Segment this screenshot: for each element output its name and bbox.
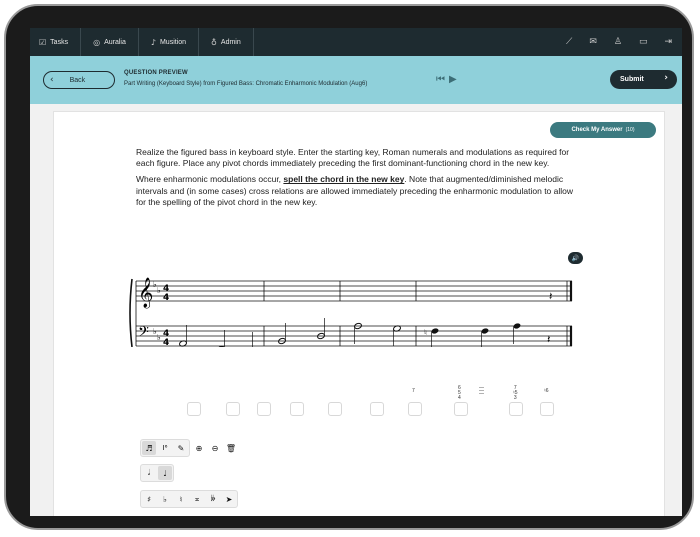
chart-icon[interactable]: ⟋	[566, 37, 573, 47]
check-answer-button[interactable]	[550, 122, 656, 138]
question-title: Part Writing (Keyboard Style) from Figured Bass: Chromatic Enharmonic Modulation (Aug6)	[124, 81, 368, 87]
mail-icon[interactable]: ✉	[589, 37, 597, 47]
nav-auralia-label: Auralia	[104, 38, 126, 46]
monitor-icon[interactable]: ▭	[638, 37, 648, 47]
figure-label: 6 5 4	[458, 385, 461, 401]
quarter-rest-icon: 𝄽	[549, 290, 553, 303]
figure-input[interactable]	[257, 402, 271, 416]
key-signature-flat: ♭	[157, 333, 161, 342]
grand-staff[interactable]	[124, 265, 574, 347]
musition-icon: ♪	[150, 37, 156, 47]
play-icon[interactable]: ▶	[449, 74, 457, 85]
quarter-rest-icon: 𝄽	[547, 333, 551, 346]
question-eyebrow: QUESTION PREVIEW	[124, 70, 188, 76]
screen	[30, 28, 682, 516]
figure-input[interactable]	[370, 402, 384, 416]
figure-input[interactable]	[328, 402, 342, 416]
tool-row-2	[140, 464, 174, 482]
check-label: Check My Answer	[571, 127, 623, 133]
time-signature-top: 4	[163, 329, 170, 339]
key-signature-flat: ♭	[153, 327, 157, 336]
back-label: Back	[69, 76, 86, 84]
figure-label: ♮6	[544, 388, 549, 394]
instructions-p2-after: . Note that augmented/diminished melodic intervals and (in some cases) cross relations are allowed immediately preceding the enharmonic modulation to allow for the spelling of the pivot chord in the new key.	[136, 174, 574, 207]
quarter-note-icon[interactable]: ♩	[158, 466, 172, 480]
speaker-icon[interactable]: 🔊	[568, 252, 583, 264]
duration-group	[140, 464, 174, 482]
tablet-frame	[4, 4, 694, 530]
nav-musition[interactable]	[139, 28, 199, 56]
tasks-icon: ☑	[39, 37, 47, 47]
half-note-icon[interactable]: 𝅗𝅥	[147, 468, 151, 477]
notes-icon[interactable]: ♬	[142, 441, 156, 455]
instructions	[136, 147, 582, 213]
figure-input[interactable]	[187, 402, 201, 416]
double-sharp-icon[interactable]: 𝄪	[195, 494, 199, 503]
figure-icon[interactable]: I⁶	[162, 444, 168, 452]
question-card	[53, 111, 665, 516]
check-count: (10)	[625, 127, 635, 133]
accidental-group	[140, 490, 238, 508]
bass-note	[513, 322, 521, 329]
eraser-icon[interactable]: ✎	[177, 443, 185, 453]
brace	[130, 279, 132, 347]
key-signature-flat: ♭	[153, 280, 157, 289]
back-button[interactable]	[43, 71, 115, 89]
chevron-left-icon: ‹	[50, 75, 54, 85]
key-signature-flat: ♭	[157, 286, 161, 295]
figure-input[interactable]	[454, 402, 468, 416]
trash-icon[interactable]: 🗑	[225, 443, 237, 453]
instructions-p2-emphasis: spell the chord in the new key	[283, 174, 405, 185]
chevron-right-icon: ›	[664, 73, 668, 83]
zoom-out-icon[interactable]: ⊖	[211, 443, 219, 453]
natural-accidental: ♮	[424, 328, 427, 337]
bass-note	[431, 327, 439, 334]
submit-button[interactable]	[610, 70, 677, 89]
skip-back-icon[interactable]: ⏮	[436, 74, 445, 85]
tool-row-1	[140, 439, 238, 457]
time-signature-bottom: 4	[163, 338, 170, 347]
nav-musition-label: Musition	[159, 38, 187, 46]
bass-note	[481, 327, 489, 334]
time-signature-bottom: 4	[163, 293, 170, 303]
pointer-icon[interactable]: ➤	[225, 494, 233, 504]
user-icon[interactable]: ♙	[613, 37, 622, 47]
nav-tasks[interactable]	[30, 28, 81, 56]
figure-label: 7	[412, 388, 415, 394]
submit-label: Submit	[620, 76, 644, 83]
sharp-icon[interactable]: ♯	[147, 494, 151, 504]
treble-clef-icon: 𝄞	[138, 278, 154, 308]
nav-admin[interactable]	[199, 28, 254, 56]
figure-label: 7 ♮5 3	[513, 385, 518, 401]
nav-tasks-label: Tasks	[50, 38, 69, 46]
natural-icon[interactable]: ♮	[179, 494, 183, 504]
instructions-p2-before: Where enharmonic modulations occur,	[136, 174, 284, 185]
time-signature-top: 4	[163, 284, 170, 294]
bass-staff-lines	[136, 326, 572, 346]
figure-input[interactable]	[509, 402, 523, 416]
bass-notes	[179, 318, 521, 347]
instructions-p2	[136, 174, 582, 208]
figure-input[interactable]	[290, 402, 304, 416]
nav-auralia[interactable]	[81, 28, 139, 56]
question-header	[30, 56, 682, 104]
flat-icon[interactable]: ♭	[163, 494, 167, 504]
nav-admin-label: Admin	[220, 38, 241, 46]
top-nav	[30, 28, 682, 56]
bass-clef-icon: 𝄢	[138, 324, 149, 344]
nav-right-icons	[566, 37, 682, 47]
figure-input[interactable]	[540, 402, 554, 416]
logout-icon[interactable]: ⇥	[664, 37, 672, 47]
treble-staff-lines	[136, 281, 572, 301]
figure-input[interactable]	[226, 402, 240, 416]
instructions-p1: Realize the figured bass in keyboard style. Enter the starting key, Roman numerals and modulations as required for each figure. Place any pivot chords immediately preceding the first dominant-functioning chord in the new key.	[136, 147, 570, 169]
admin-icon: ♁	[211, 37, 217, 47]
double-flat-icon[interactable]: 𝄫	[210, 494, 216, 503]
figure-label: — — —	[479, 385, 484, 397]
tool-row-3	[140, 490, 238, 508]
playback-controls	[436, 74, 457, 85]
figure-input[interactable]	[408, 402, 422, 416]
auralia-icon: ◎	[93, 37, 101, 47]
mode-group	[140, 439, 190, 457]
zoom-in-icon[interactable]: ⊕	[195, 443, 203, 453]
